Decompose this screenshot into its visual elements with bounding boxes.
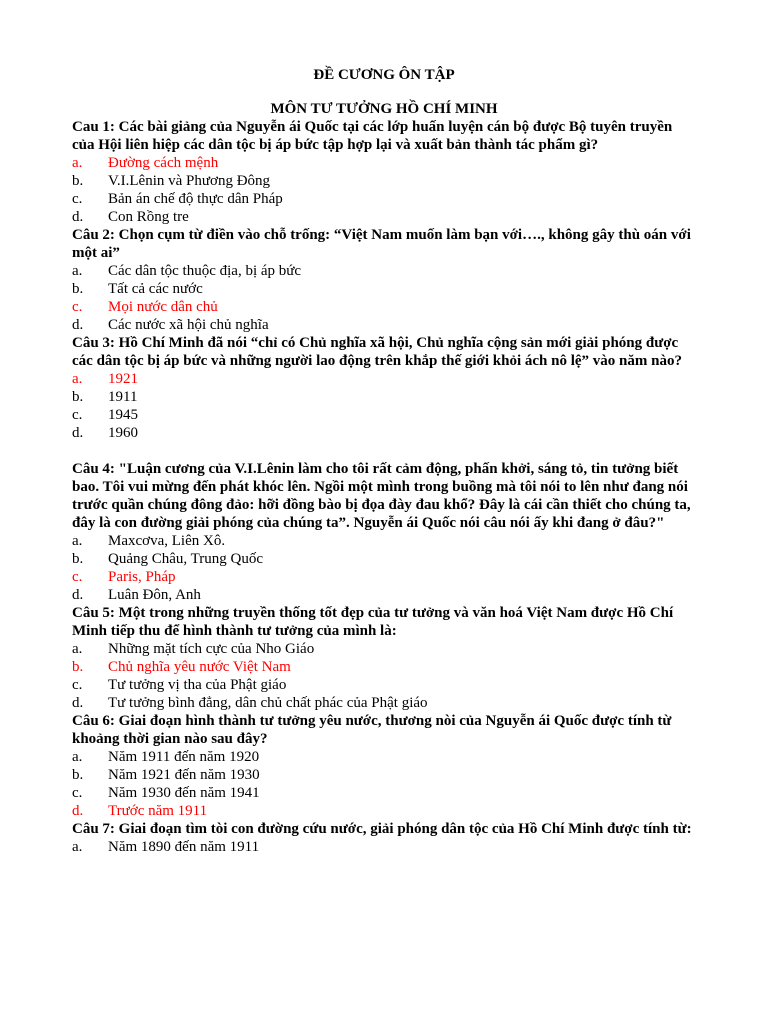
document-title: ĐỀ CƯƠNG ÔN TẬP	[313, 67, 455, 83]
answer-option	[72, 172, 696, 190]
answer-option-correct	[72, 568, 696, 586]
option-letter: c.	[72, 785, 83, 801]
option-text: Con Rồng tre	[108, 209, 189, 225]
option-text: Tư tưởng bình đẳng, dân chủ chất phác của Phật giáo	[108, 695, 428, 711]
option-text: Năm 1911 đến năm 1920	[108, 749, 260, 765]
option-text: Năm 1890 đến năm 1911	[108, 839, 260, 855]
document-subtitle: MÔN TƯ TƯỞNG HỒ CHÍ MINH	[270, 101, 498, 117]
blank-line	[72, 442, 696, 460]
answer-option	[72, 280, 696, 298]
answer-option	[72, 550, 696, 568]
answer-option	[72, 388, 696, 406]
answer-option	[72, 694, 696, 712]
option-text: Quảng Châu, Trung Quốc	[108, 551, 264, 567]
answer-option	[72, 532, 696, 550]
option-letter: a.	[72, 749, 83, 765]
option-letter: c.	[72, 677, 83, 693]
option-text: 1921	[108, 371, 138, 387]
answer-option	[72, 190, 696, 208]
option-letter: b.	[72, 389, 84, 405]
option-letter: a.	[72, 533, 83, 549]
answer-option	[72, 208, 696, 226]
answer-option-correct	[72, 154, 696, 172]
option-letter: c.	[72, 191, 83, 207]
option-text: Đường cách mệnh	[108, 155, 219, 171]
answer-option	[72, 262, 696, 280]
option-text: 1945	[108, 407, 138, 423]
option-text: Chủ nghĩa yêu nước Việt Nam	[108, 659, 291, 675]
option-text: V.I.Lênin và Phương Đông	[108, 173, 271, 189]
option-text: Năm 1930 đến năm 1941	[108, 785, 260, 801]
option-letter: b.	[72, 767, 84, 783]
option-letter: a.	[72, 155, 83, 171]
option-text: Tư tưởng vị tha của Phật giáo	[108, 677, 287, 693]
option-letter: b.	[72, 173, 84, 189]
option-text: 1911	[108, 389, 138, 405]
question-block	[72, 604, 696, 712]
option-letter: d.	[72, 803, 84, 819]
option-letter: d.	[72, 209, 84, 225]
option-letter: d.	[72, 587, 84, 603]
option-text: Tất cả các nước	[108, 281, 203, 297]
option-text: Các nước xã hội chủ nghĩa	[108, 317, 269, 333]
answer-option	[72, 316, 696, 334]
question-block	[72, 334, 696, 442]
question-block	[72, 226, 696, 334]
question-text: Câu 7: Giai đoạn tìm tòi con đường cứu nước, giải phóng dân tộc của Hồ Chí Minh được tính từ:	[72, 821, 692, 837]
question-block	[72, 118, 696, 226]
option-text: Trước năm 1911	[108, 803, 208, 819]
answer-option	[72, 748, 696, 766]
answer-option-correct	[72, 658, 696, 676]
option-letter: d.	[72, 317, 84, 333]
question-text: Câu 4: "Luận cương của V.I.Lênin làm cho tôi rất cảm động, phấn khởi, sáng tỏ, tin tưởng biết bao. Tôi vui mừng đến phát khóc lên. Ngồi một mình trong buồng mà tôi nói to lên như đang nói trước quần chúng đông đảo: hỡi đồng bào bị đọa đày đau khổ? Đây là cái cần thiết cho chúng ta, đây là con đường giải phóng của chúng ta”. Nguyễn ái Quốc nói câu nói ấy khi đang ở đâu?"	[72, 461, 691, 531]
option-text: Maxcơva, Liên Xô.	[108, 533, 226, 549]
option-letter: b.	[72, 551, 84, 567]
option-letter: d.	[72, 425, 84, 441]
answer-option-correct	[72, 298, 696, 316]
question-text: Câu 6: Giai đoạn hình thành tư tưởng yêu nước, thương nòi của Nguyễn ái Quốc được tính từ khoảng thời gian nào sau đây?	[72, 713, 672, 747]
option-text: Luân Đôn, Anh	[108, 587, 201, 603]
option-text: Bản án chế độ thực dân Pháp	[108, 191, 283, 207]
question-text: Câu 3: Hồ Chí Minh đã nói “chỉ có Chủ nghĩa xã hội, Chủ nghĩa cộng sản mới giải phóng được các dân tộc bị áp bức và những người lao động trên khắp thế giới khỏi ách nô lệ” vào năm nào?	[72, 335, 682, 369]
answer-option	[72, 676, 696, 694]
question-block	[72, 460, 696, 604]
question-block	[72, 712, 696, 820]
option-letter: a.	[72, 641, 83, 657]
option-letter: a.	[72, 839, 83, 855]
question-text: Cau 1: Các bài giảng của Nguyễn ái Quốc tại các lớp huấn luyện cán bộ được Bộ tuyên truyền của Hội liên hiệp các dân tộc bị áp bức tập hợp lại và xuất bản thành tác phẩm gì?	[72, 119, 673, 153]
option-text: Paris, Pháp	[108, 569, 176, 585]
answer-option	[72, 424, 696, 442]
option-text: Mọi nước dân chủ	[108, 299, 218, 315]
option-text: Những mặt tích cực của Nho Giáo	[108, 641, 315, 657]
option-letter: b.	[72, 281, 84, 297]
option-letter: a.	[72, 371, 83, 387]
option-letter: b.	[72, 659, 84, 675]
question-list	[0, 118, 768, 856]
answer-option	[72, 640, 696, 658]
question-block	[72, 820, 696, 856]
option-letter: c.	[72, 299, 83, 315]
answer-option	[72, 586, 696, 604]
option-text: 1960	[108, 425, 138, 441]
question-text: Câu 2: Chọn cụm từ điền vào chỗ trống: “Việt Nam muốn làm bạn với…., không gây thù oán với một ai”	[72, 227, 691, 261]
option-text: Năm 1921 đến năm 1930	[108, 767, 260, 783]
answer-option	[72, 784, 696, 802]
answer-option	[72, 838, 696, 856]
option-letter: a.	[72, 263, 83, 279]
answer-option-correct	[72, 370, 696, 388]
option-text: Các dân tộc thuộc địa, bị áp bức	[108, 263, 302, 279]
option-letter: d.	[72, 695, 84, 711]
option-letter: c.	[72, 407, 83, 423]
option-letter: c.	[72, 569, 83, 585]
answer-option	[72, 766, 696, 784]
question-text: Câu 5: Một trong những truyền thống tốt đẹp của tư tưởng và văn hoá Việt Nam được Hồ Chí Minh tiếp thu để hình thành tư tưởng của mình là:	[72, 605, 674, 639]
answer-option-correct	[72, 802, 696, 820]
answer-option	[72, 406, 696, 424]
